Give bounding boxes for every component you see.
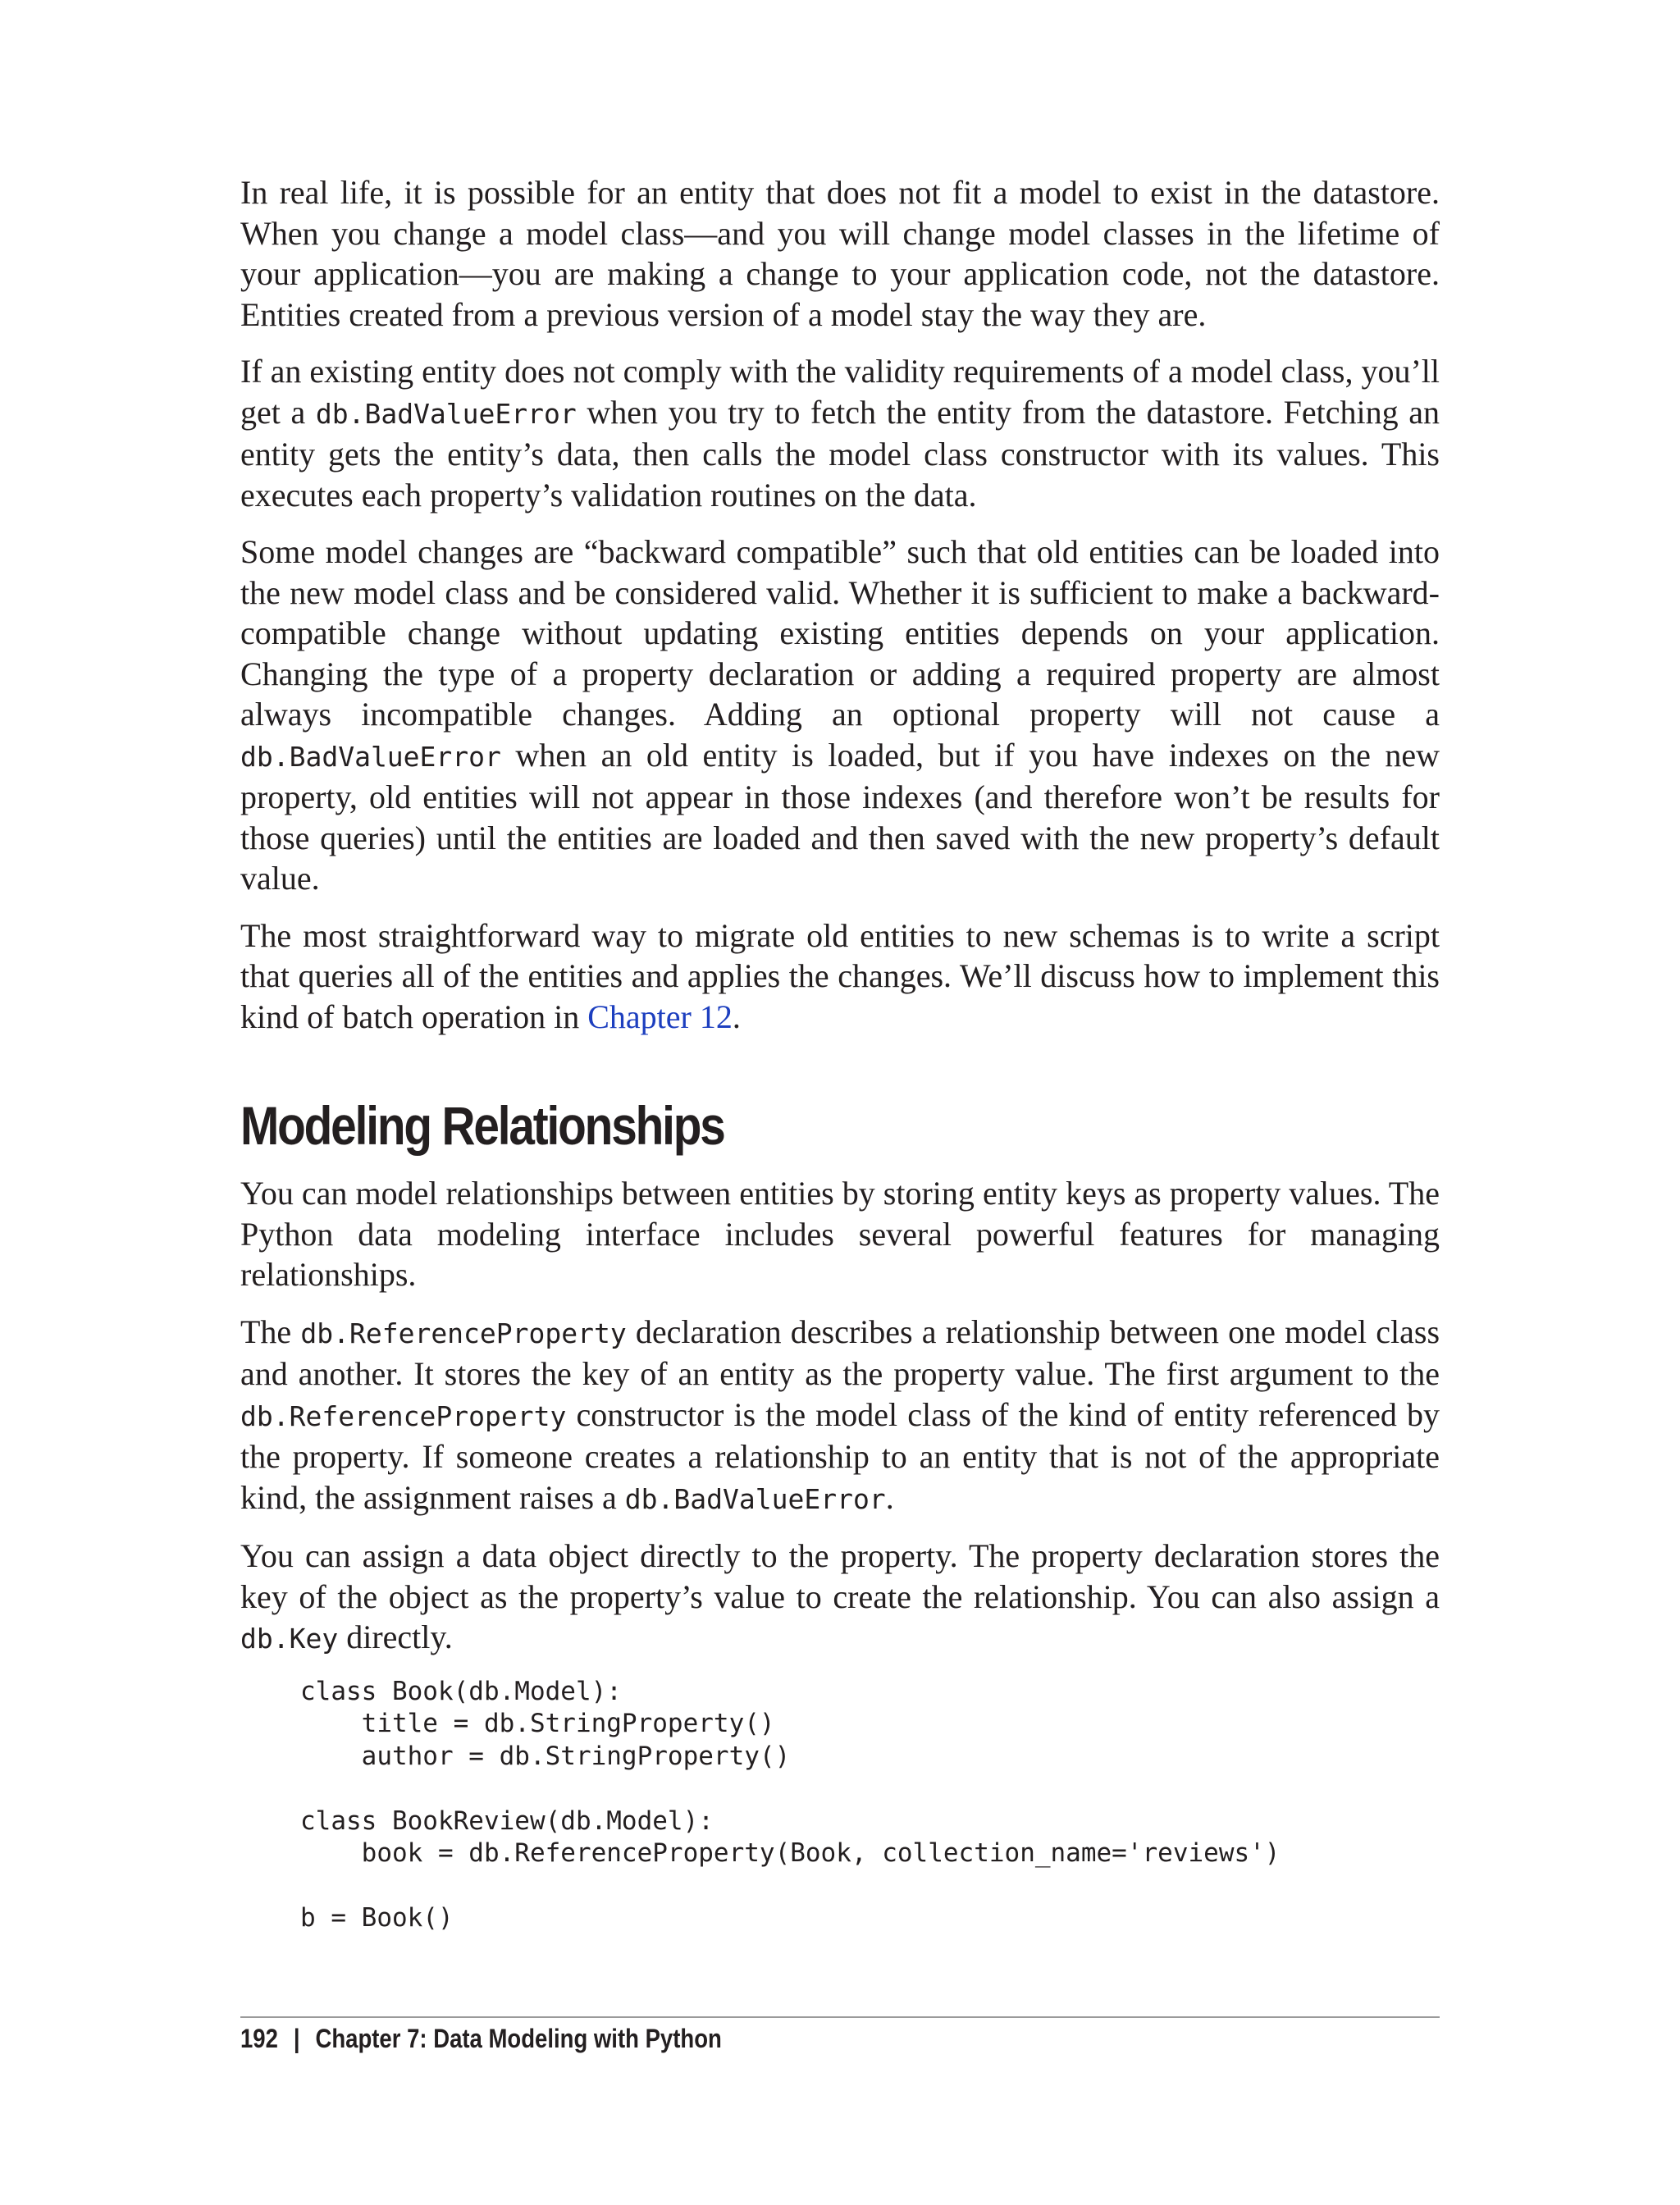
chapter-12-link[interactable]: Chapter 12	[587, 998, 733, 1035]
inline-code: db.BadValueError	[624, 1482, 886, 1515]
paragraph-entity-outside-model: In real life, it is possible for an entity that does not fit a model to exist in the datastore. When you change a model class—and you will change model classes in the lifetime of your application—you are making a change to your application code, not the datastore. Entities created from a previous version of a model stay the way they are.	[240, 174, 1440, 333]
code-example: class Book(db.Model): title = db.StringProperty() author = db.StringProperty() class BookReview(db.Model): book = db.ReferenceProperty(Book, collection_name='reviews') b = Book()	[300, 1676, 1281, 1933]
footer-separator: |	[293, 2024, 300, 2053]
footer-divider	[240, 2016, 1440, 2018]
page-footer	[240, 2024, 722, 2054]
paragraph-bad-value-error: If an existing entity does not comply with the validity requirements of a model class, you’ll get a db.BadValueError when you try to fetch the entity from the datastore. Fetching an entity gets the entity’s data, then calls the model class constructor with its values. This executes each property’s validation routines on the data.	[240, 353, 1440, 514]
paragraph-assign-data-object: You can assign a data object directly to the property. The property declaration stores the key of the object as the property’s value to create the relationship. You can also assign a db.Key directly.	[240, 1537, 1440, 1655]
inline-code: db.BadValueError	[240, 740, 501, 773]
inline-code: db.ReferenceProperty	[300, 1317, 627, 1349]
inline-code: db.BadValueError	[315, 397, 577, 430]
paragraph-backward-compatible: Some model changes are “backward compatible” such that old entities can be loaded into the new model class and be considered valid. Whether it is sufficient to make a backward-compatible change without updating existing entities depends on your application. Changing the type of a property declaration or adding a required property are almost always incompatible changes. Adding an optional property will not cause a db.BadValueError when an old entity is loaded, but if you have indexes on the new property, old entities will not appear in those indexes (and therefore won’t be results for those queries) until the entities are loaded and then saved with the new property’s default value.	[240, 533, 1440, 897]
inline-code: db.ReferenceProperty	[240, 1399, 567, 1432]
paragraph-reference-property: The db.ReferenceProperty declaration describes a relationship between one model class and another. It stores the key of an entity as the property value. The first argument to the db.ReferenceProperty constructor is the model class of the kind of entity referenced by the property. If someone creates a relationship to an entity that is not of the appropriate kind, the assignment raises a db.BadValueError.	[240, 1312, 1440, 1516]
page-body	[240, 172, 1440, 1935]
paragraph-migrate-entities: The most straightforward way to migrate old entities to new schemas is to write a script that queries all of the entities and applies the changes. We’ll discuss how to implement this kind of batch operation in Chapter 12.	[240, 916, 1440, 1035]
paragraph-model-relationships: You can model relationships between entities by storing entity keys as property values. The Python data modeling interface includes several powerful features for managing relationships.	[240, 1175, 1440, 1293]
inline-code: db.Key	[240, 1623, 339, 1655]
running-chapter-title: Chapter 7: Data Modeling with Python	[315, 2024, 722, 2053]
section-heading: Modeling Relationships	[240, 1095, 724, 1156]
page-number: 192	[240, 2024, 278, 2053]
